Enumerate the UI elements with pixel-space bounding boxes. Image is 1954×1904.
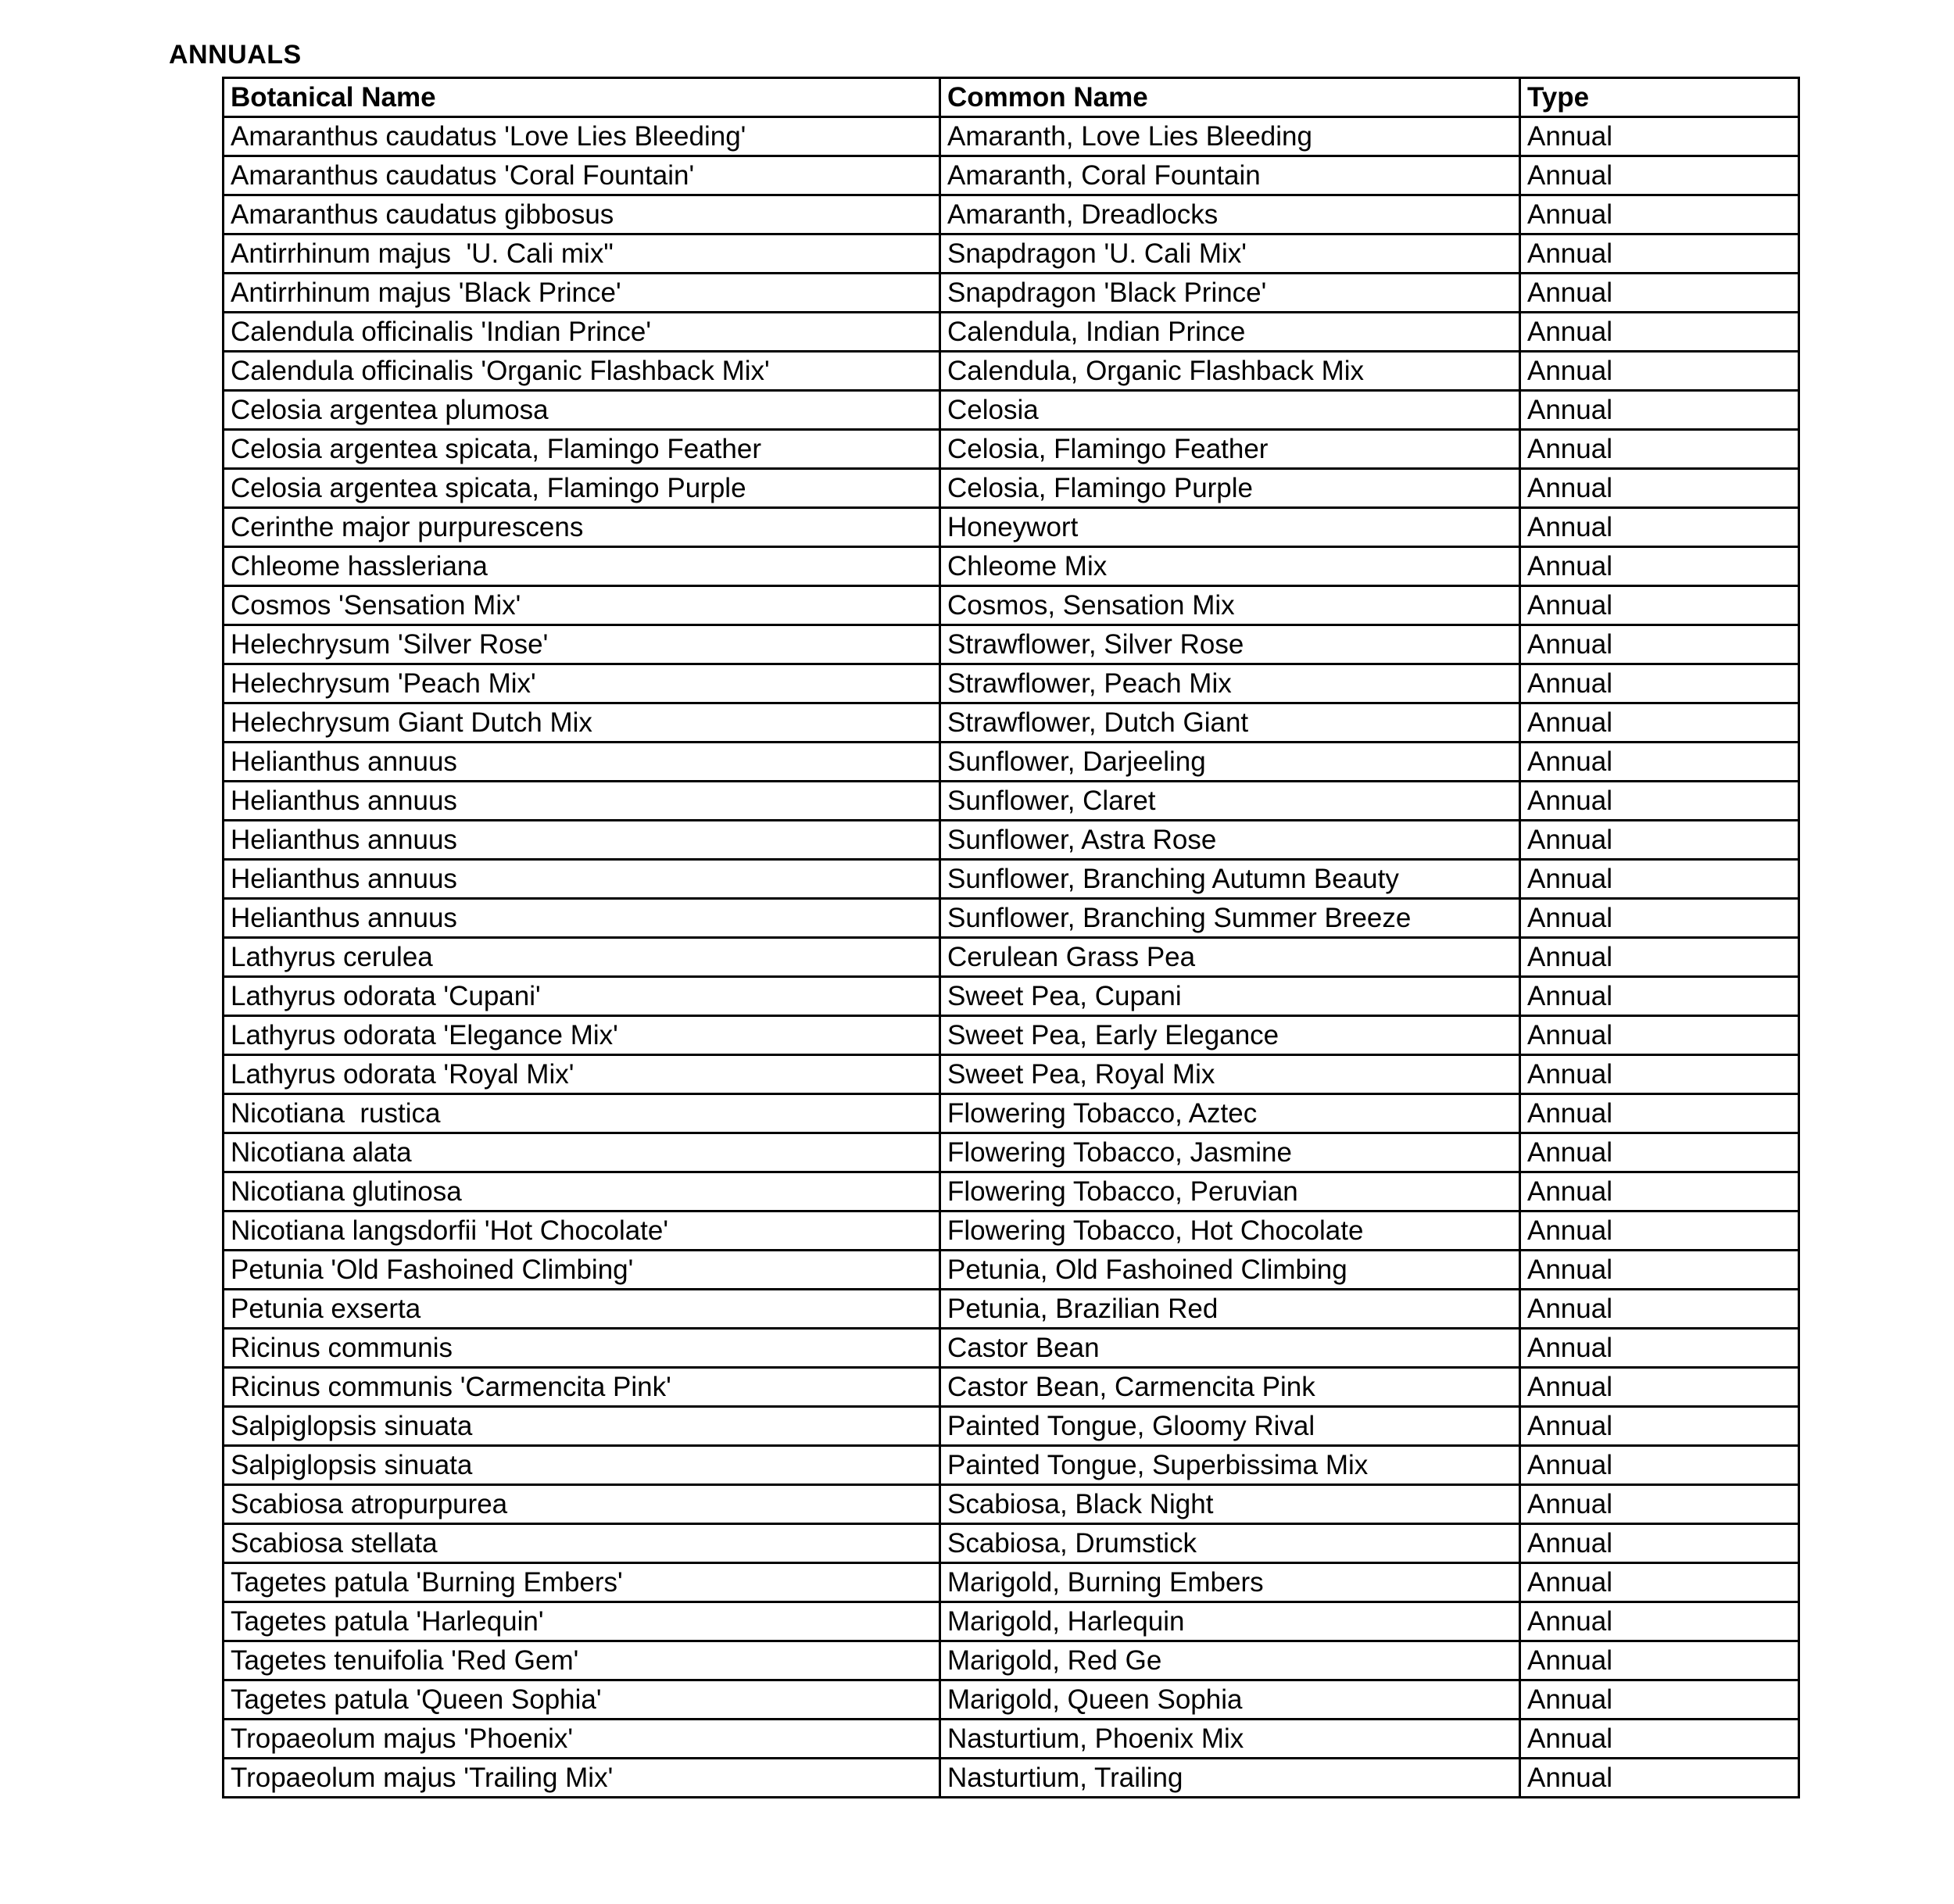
botanical-name-cell: Chleome hassleriana bbox=[224, 547, 940, 586]
table-row bbox=[224, 1641, 1799, 1680]
botanical-name-cell: Nicotiana glutinosa bbox=[224, 1172, 940, 1211]
table-row bbox=[224, 1563, 1799, 1602]
table-row bbox=[224, 743, 1799, 782]
botanical-name-cell: Nicotiana alata bbox=[224, 1133, 940, 1172]
common-name-cell: Castor Bean, Carmencita Pink bbox=[940, 1368, 1520, 1407]
table-row bbox=[224, 1172, 1799, 1211]
type-cell: Annual bbox=[1520, 860, 1799, 899]
common-name-cell: Flowering Tobacco, Hot Chocolate bbox=[940, 1211, 1520, 1251]
botanical-name-cell: Tagetes patula 'Burning Embers' bbox=[224, 1563, 940, 1602]
botanical-name-cell: Helianthus annuus bbox=[224, 899, 940, 938]
table-row bbox=[224, 1055, 1799, 1094]
table-row bbox=[224, 860, 1799, 899]
type-cell: Annual bbox=[1520, 1329, 1799, 1368]
type-cell: Annual bbox=[1520, 703, 1799, 743]
common-name-cell: Calendula, Organic Flashback Mix bbox=[940, 352, 1520, 391]
table-row bbox=[224, 586, 1799, 625]
table-row bbox=[224, 1290, 1799, 1329]
table-row bbox=[224, 1485, 1799, 1524]
type-cell: Annual bbox=[1520, 1172, 1799, 1211]
botanical-name-cell: Antirrhinum majus 'Black Prince' bbox=[224, 274, 940, 313]
type-cell: Annual bbox=[1520, 1016, 1799, 1055]
table-row bbox=[224, 1446, 1799, 1485]
botanical-name-cell: Celosia argentea spicata, Flamingo Purple bbox=[224, 469, 940, 508]
type-cell: Annual bbox=[1520, 195, 1799, 234]
common-name-cell: Amaranth, Love Lies Bleeding bbox=[940, 117, 1520, 156]
botanical-name-cell: Helechrysum 'Silver Rose' bbox=[224, 625, 940, 664]
botanical-name-cell: Amaranthus caudatus 'Love Lies Bleeding' bbox=[224, 117, 940, 156]
common-name-cell: Snapdragon 'U. Cali Mix' bbox=[940, 234, 1520, 274]
table-row bbox=[224, 703, 1799, 743]
common-name-cell: Flowering Tobacco, Jasmine bbox=[940, 1133, 1520, 1172]
type-cell: Annual bbox=[1520, 234, 1799, 274]
botanical-name-cell: Nicotiana langsdorfii 'Hot Chocolate' bbox=[224, 1211, 940, 1251]
type-cell: Annual bbox=[1520, 391, 1799, 430]
common-name-cell: Flowering Tobacco, Peruvian bbox=[940, 1172, 1520, 1211]
common-name-cell: Petunia, Old Fashoined Climbing bbox=[940, 1251, 1520, 1290]
type-cell: Annual bbox=[1520, 938, 1799, 977]
table-row bbox=[224, 1524, 1799, 1563]
type-cell: Annual bbox=[1520, 1290, 1799, 1329]
type-cell: Annual bbox=[1520, 1720, 1799, 1759]
botanical-name-cell: Scabiosa stellata bbox=[224, 1524, 940, 1563]
table-row bbox=[224, 625, 1799, 664]
botanical-name-cell: Lathyrus cerulea bbox=[224, 938, 940, 977]
table-row bbox=[224, 1133, 1799, 1172]
type-cell: Annual bbox=[1520, 1524, 1799, 1563]
table-row bbox=[224, 195, 1799, 234]
table-row bbox=[224, 977, 1799, 1016]
botanical-name-cell: Lathyrus odorata 'Elegance Mix' bbox=[224, 1016, 940, 1055]
table-row bbox=[224, 1251, 1799, 1290]
common-name-cell: Sunflower, Claret bbox=[940, 782, 1520, 821]
common-name-cell: Petunia, Brazilian Red bbox=[940, 1290, 1520, 1329]
table-row bbox=[224, 1720, 1799, 1759]
common-name-cell: Painted Tongue, Gloomy Rival bbox=[940, 1407, 1520, 1446]
type-cell: Annual bbox=[1520, 899, 1799, 938]
botanical-name-cell: Cerinthe major purpurescens bbox=[224, 508, 940, 547]
common-name-cell: Castor Bean bbox=[940, 1329, 1520, 1368]
table-row bbox=[224, 821, 1799, 860]
type-cell: Annual bbox=[1520, 352, 1799, 391]
common-name-cell: Celosia, Flamingo Purple bbox=[940, 469, 1520, 508]
header-botanical-name: Botanical Name bbox=[224, 78, 940, 117]
common-name-cell: Strawflower, Peach Mix bbox=[940, 664, 1520, 703]
botanical-name-cell: Helianthus annuus bbox=[224, 782, 940, 821]
botanical-name-cell: Tagetes patula 'Harlequin' bbox=[224, 1602, 940, 1641]
common-name-cell: Celosia bbox=[940, 391, 1520, 430]
common-name-cell: Sunflower, Branching Autumn Beauty bbox=[940, 860, 1520, 899]
table-row bbox=[224, 117, 1799, 156]
botanical-name-cell: Salpiglopsis sinuata bbox=[224, 1407, 940, 1446]
botanical-name-cell: Ricinus communis bbox=[224, 1329, 940, 1368]
botanical-name-cell: Calendula officinalis 'Organic Flashback Mix' bbox=[224, 352, 940, 391]
type-cell: Annual bbox=[1520, 1602, 1799, 1641]
botanical-name-cell: Tropaeolum majus 'Phoenix' bbox=[224, 1720, 940, 1759]
common-name-cell: Amaranth, Coral Fountain bbox=[940, 156, 1520, 195]
table-row bbox=[224, 664, 1799, 703]
type-cell: Annual bbox=[1520, 1446, 1799, 1485]
table-row bbox=[224, 274, 1799, 313]
common-name-cell: Flowering Tobacco, Aztec bbox=[940, 1094, 1520, 1133]
botanical-name-cell: Lathyrus odorata 'Cupani' bbox=[224, 977, 940, 1016]
type-cell: Annual bbox=[1520, 1680, 1799, 1720]
type-cell: Annual bbox=[1520, 586, 1799, 625]
common-name-cell: Sweet Pea, Early Elegance bbox=[940, 1016, 1520, 1055]
common-name-cell: Scabiosa, Drumstick bbox=[940, 1524, 1520, 1563]
common-name-cell: Marigold, Red Ge bbox=[940, 1641, 1520, 1680]
common-name-cell: Sunflower, Astra Rose bbox=[940, 821, 1520, 860]
table-body bbox=[224, 117, 1799, 1798]
botanical-name-cell: Tagetes patula 'Queen Sophia' bbox=[224, 1680, 940, 1720]
table-row bbox=[224, 1211, 1799, 1251]
common-name-cell: Nasturtium, Phoenix Mix bbox=[940, 1720, 1520, 1759]
type-cell: Annual bbox=[1520, 274, 1799, 313]
table-row bbox=[224, 547, 1799, 586]
type-cell: Annual bbox=[1520, 821, 1799, 860]
type-cell: Annual bbox=[1520, 547, 1799, 586]
botanical-name-cell: Amaranthus caudatus gibbosus bbox=[224, 195, 940, 234]
table-header-row bbox=[224, 78, 1799, 117]
botanical-name-cell: Nicotiana rustica bbox=[224, 1094, 940, 1133]
common-name-cell: Sunflower, Darjeeling bbox=[940, 743, 1520, 782]
type-cell: Annual bbox=[1520, 1094, 1799, 1133]
botanical-name-cell: Petunia exserta bbox=[224, 1290, 940, 1329]
common-name-cell: Cerulean Grass Pea bbox=[940, 938, 1520, 977]
table-row bbox=[224, 1407, 1799, 1446]
plant-table bbox=[222, 77, 1800, 1798]
common-name-cell: Sunflower, Branching Summer Breeze bbox=[940, 899, 1520, 938]
common-name-cell: Celosia, Flamingo Feather bbox=[940, 430, 1520, 469]
type-cell: Annual bbox=[1520, 469, 1799, 508]
botanical-name-cell: Scabiosa atropurpurea bbox=[224, 1485, 940, 1524]
type-cell: Annual bbox=[1520, 977, 1799, 1016]
botanical-name-cell: Amaranthus caudatus 'Coral Fountain' bbox=[224, 156, 940, 195]
botanical-name-cell: Tagetes tenuifolia 'Red Gem' bbox=[224, 1641, 940, 1680]
botanical-name-cell: Tropaeolum majus 'Trailing Mix' bbox=[224, 1759, 940, 1798]
type-cell: Annual bbox=[1520, 1055, 1799, 1094]
table-row bbox=[224, 469, 1799, 508]
botanical-name-cell: Salpiglopsis sinuata bbox=[224, 1446, 940, 1485]
type-cell: Annual bbox=[1520, 1563, 1799, 1602]
type-cell: Annual bbox=[1520, 1759, 1799, 1798]
type-cell: Annual bbox=[1520, 430, 1799, 469]
common-name-cell: Marigold, Burning Embers bbox=[940, 1563, 1520, 1602]
section-title: ANNUALS bbox=[169, 40, 302, 70]
table-row bbox=[224, 508, 1799, 547]
common-name-cell: Nasturtium, Trailing bbox=[940, 1759, 1520, 1798]
common-name-cell: Marigold, Harlequin bbox=[940, 1602, 1520, 1641]
botanical-name-cell: Helianthus annuus bbox=[224, 743, 940, 782]
table-row bbox=[224, 352, 1799, 391]
botanical-name-cell: Ricinus communis 'Carmencita Pink' bbox=[224, 1368, 940, 1407]
type-cell: Annual bbox=[1520, 1407, 1799, 1446]
type-cell: Annual bbox=[1520, 782, 1799, 821]
botanical-name-cell: Lathyrus odorata 'Royal Mix' bbox=[224, 1055, 940, 1094]
type-cell: Annual bbox=[1520, 743, 1799, 782]
table-row bbox=[224, 1759, 1799, 1798]
common-name-cell: Marigold, Queen Sophia bbox=[940, 1680, 1520, 1720]
table-row bbox=[224, 1329, 1799, 1368]
table-row bbox=[224, 313, 1799, 352]
table-row bbox=[224, 899, 1799, 938]
botanical-name-cell: Helianthus annuus bbox=[224, 821, 940, 860]
common-name-cell: Strawflower, Dutch Giant bbox=[940, 703, 1520, 743]
botanical-name-cell: Helechrysum 'Peach Mix' bbox=[224, 664, 940, 703]
table-row bbox=[224, 938, 1799, 977]
table-row bbox=[224, 1368, 1799, 1407]
botanical-name-cell: Cosmos 'Sensation Mix' bbox=[224, 586, 940, 625]
type-cell: Annual bbox=[1520, 1251, 1799, 1290]
botanical-name-cell: Antirrhinum majus 'U. Cali mix" bbox=[224, 234, 940, 274]
type-cell: Annual bbox=[1520, 508, 1799, 547]
common-name-cell: Amaranth, Dreadlocks bbox=[940, 195, 1520, 234]
type-cell: Annual bbox=[1520, 1368, 1799, 1407]
type-cell: Annual bbox=[1520, 1641, 1799, 1680]
table-row bbox=[224, 391, 1799, 430]
type-cell: Annual bbox=[1520, 1485, 1799, 1524]
common-name-cell: Strawflower, Silver Rose bbox=[940, 625, 1520, 664]
botanical-name-cell: Calendula officinalis 'Indian Prince' bbox=[224, 313, 940, 352]
botanical-name-cell: Helechrysum Giant Dutch Mix bbox=[224, 703, 940, 743]
table-row bbox=[224, 234, 1799, 274]
type-cell: Annual bbox=[1520, 1211, 1799, 1251]
table-row bbox=[224, 1016, 1799, 1055]
table-row bbox=[224, 156, 1799, 195]
table-row bbox=[224, 1680, 1799, 1720]
type-cell: Annual bbox=[1520, 313, 1799, 352]
botanical-name-cell: Celosia argentea spicata, Flamingo Feather bbox=[224, 430, 940, 469]
common-name-cell: Snapdragon 'Black Prince' bbox=[940, 274, 1520, 313]
type-cell: Annual bbox=[1520, 625, 1799, 664]
type-cell: Annual bbox=[1520, 117, 1799, 156]
table-row bbox=[224, 430, 1799, 469]
common-name-cell: Scabiosa, Black Night bbox=[940, 1485, 1520, 1524]
botanical-name-cell: Celosia argentea plumosa bbox=[224, 391, 940, 430]
common-name-cell: Cosmos, Sensation Mix bbox=[940, 586, 1520, 625]
table-row bbox=[224, 1094, 1799, 1133]
common-name-cell: Painted Tongue, Superbissima Mix bbox=[940, 1446, 1520, 1485]
table-row bbox=[224, 1602, 1799, 1641]
common-name-cell: Calendula, Indian Prince bbox=[940, 313, 1520, 352]
common-name-cell: Sweet Pea, Royal Mix bbox=[940, 1055, 1520, 1094]
header-common-name: Common Name bbox=[940, 78, 1520, 117]
type-cell: Annual bbox=[1520, 1133, 1799, 1172]
common-name-cell: Sweet Pea, Cupani bbox=[940, 977, 1520, 1016]
botanical-name-cell: Helianthus annuus bbox=[224, 860, 940, 899]
common-name-cell: Chleome Mix bbox=[940, 547, 1520, 586]
common-name-cell: Honeywort bbox=[940, 508, 1520, 547]
botanical-name-cell: Petunia 'Old Fashoined Climbing' bbox=[224, 1251, 940, 1290]
type-cell: Annual bbox=[1520, 156, 1799, 195]
type-cell: Annual bbox=[1520, 664, 1799, 703]
header-type: Type bbox=[1520, 78, 1799, 117]
table-row bbox=[224, 782, 1799, 821]
